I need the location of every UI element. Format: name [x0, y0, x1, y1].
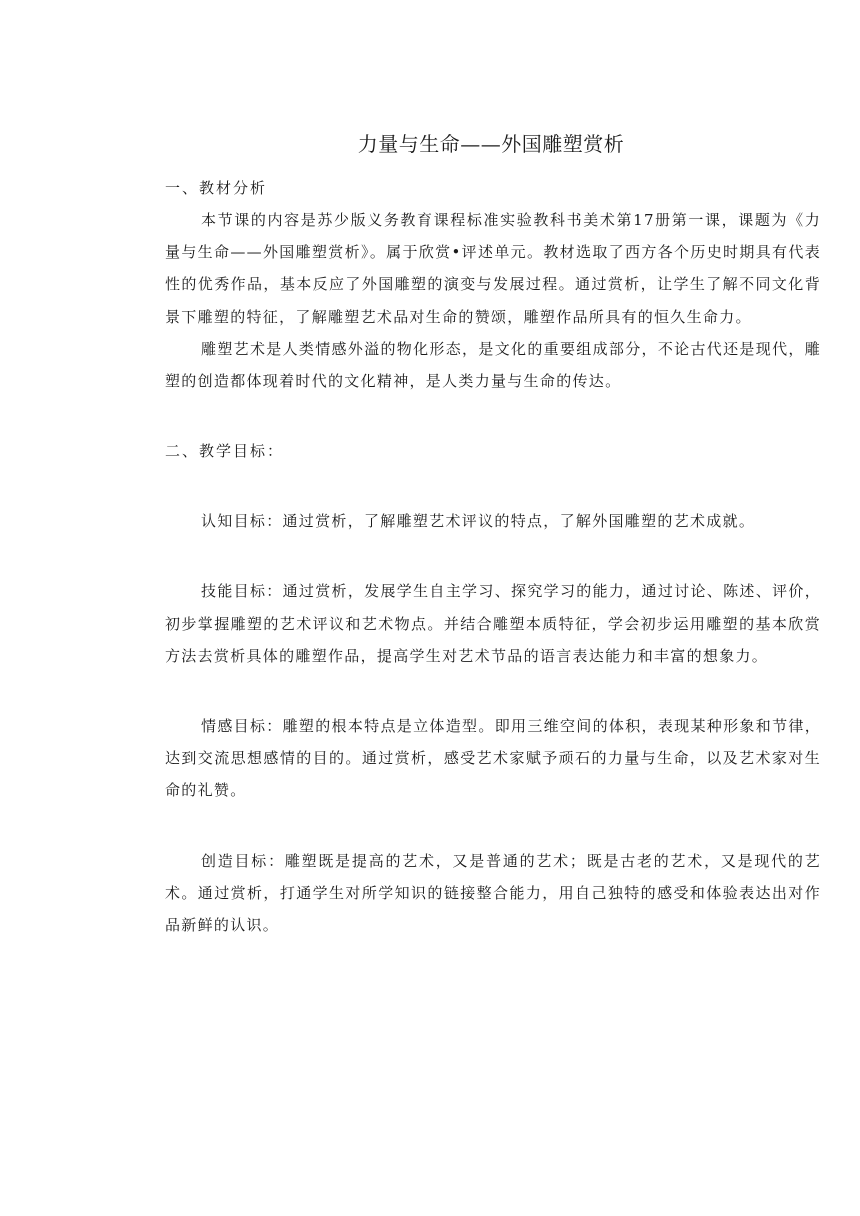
- spacer: [165, 672, 821, 710]
- spacer: [165, 537, 821, 575]
- document-title: 力量与生命——外国雕塑赏析: [357, 132, 625, 156]
- paragraph-analysis-1: 本节课的内容是苏少版义务教育课程标准实验教科书美术第17册第一课，课题为《力量与生命——外国雕塑赏析》。属于欣赏•评述单元。教材选取了西方各个历史时期具有代表性的优秀作品，基本反应了外国雕塑的演变与发展过程。通过赏析，让学生了解不同文化背景下雕塑的特征，了解雕塑艺术品对生命的赞颂，雕塑作品所具有的恒久生命力。: [165, 211, 821, 326]
- spacer: [165, 467, 821, 505]
- paragraph-emotion-goal: 情感目标：雕塑的根本特点是立体造型。即用三维空间的体积，表现某种形象和节律，达到交流思想感情的目的。通过赏析，感受艺术家赋予顽石的力量与生命，以及艺术家对生命的礼赞。: [165, 717, 821, 800]
- spacer: [165, 807, 821, 845]
- spacer: [165, 397, 821, 435]
- paragraph-cognitive-goal: 认知目标：通过赏析，了解雕塑艺术评议的特点，了解外国雕塑的艺术成就。: [201, 512, 756, 531]
- section-heading-objectives: 二、教学目标：: [165, 442, 285, 461]
- paragraph-skill-goal: 技能目标：通过赏析，发展学生自主学习、探究学习的能力，通过讨论、陈述、评价，初步掌握雕塑的艺术评议和艺术物点。并结合雕塑本质特征，学会初步运用雕塑的基本欣赏方法去赏析具体的雕塑作品，提高学生对艺术节品的语言表达能力和丰富的想象力。: [165, 582, 821, 665]
- section-heading-analysis: 一、教材分析: [165, 179, 268, 197]
- document-body: [165, 172, 821, 941]
- paragraph-analysis-2: 雕塑艺术是人类情感外溢的物化形态，是文化的重要组成部分，不论古代还是现代，雕塑的创造都体现着时代的文化精神，是人类力量与生命的传达。: [165, 339, 821, 391]
- paragraph-creative-goal: 创造目标：雕塑既是提高的艺术，又是普通的艺术；既是古老的艺术，又是现代的艺术。通过赏析，打通学生对所学知识的链接整合能力，用自己独特的感受和体验表达出对作品新鲜的认识。: [165, 851, 821, 935]
